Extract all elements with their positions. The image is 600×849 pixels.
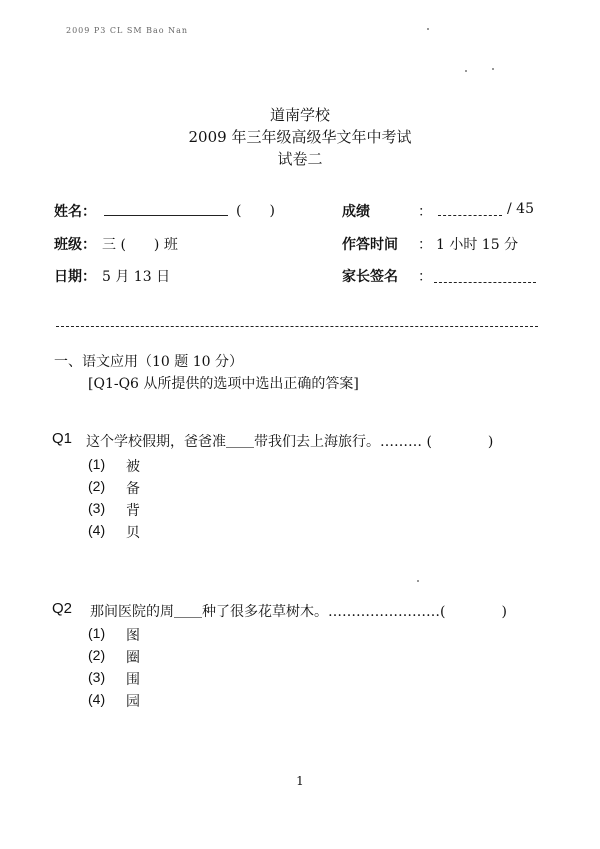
- parent-colon: ：: [418, 269, 432, 285]
- option-text[interactable]: 被: [126, 459, 140, 475]
- option-number: (4): [88, 522, 106, 538]
- question-text: 那间医院的周＿＿种了很多花草树木。……………………( ): [90, 604, 507, 620]
- option-text[interactable]: 圈: [126, 650, 140, 666]
- paper-label: 试卷二: [277, 150, 323, 168]
- option-number: (2): [88, 647, 106, 663]
- scan-speck: [417, 580, 419, 582]
- option-text[interactable]: 贝: [126, 525, 140, 541]
- name-label: 姓名：: [54, 204, 96, 220]
- section-instruction: [Q1-Q6 从所提供的选项中选出正确的答案]: [88, 376, 359, 392]
- question-number: Q2: [52, 600, 73, 617]
- option-number: (3): [88, 669, 106, 685]
- exam-title: 2009 年三年级高级华文年中考试: [188, 128, 412, 146]
- scan-speck: [465, 70, 467, 72]
- score-label: 成绩: [342, 204, 370, 220]
- name-number-paren: ( ): [236, 203, 275, 219]
- question-text: 这个学校假期，爸爸准＿＿带我们去上海旅行。……… ( ): [86, 434, 494, 450]
- option-number: (1): [88, 625, 106, 641]
- name-field[interactable]: [104, 201, 228, 216]
- scan-speck: [492, 68, 494, 70]
- page-number: 1: [296, 774, 304, 788]
- option-text[interactable]: 图: [126, 628, 140, 644]
- score-colon: ：: [418, 204, 432, 220]
- section-heading: 一、语文应用（10 题 10 分）: [54, 354, 243, 370]
- class-value: 三 ( ) 班: [102, 237, 178, 253]
- scan-speck: [427, 28, 429, 30]
- time-colon: ：: [418, 237, 432, 253]
- option-text[interactable]: 围: [126, 672, 140, 688]
- time-label: 作答时间: [342, 237, 398, 253]
- date-value: 5 月 13 日: [102, 269, 171, 285]
- option-number: (2): [88, 478, 106, 494]
- date-label: 日期：: [54, 269, 96, 285]
- school-name: 道南学校: [269, 106, 330, 124]
- parent-signature-label: 家长签名: [342, 269, 398, 285]
- option-text[interactable]: 备: [126, 481, 140, 497]
- option-number: (3): [88, 500, 106, 516]
- section-divider: [56, 326, 538, 327]
- parent-signature-field[interactable]: [434, 268, 536, 283]
- score-field[interactable]: [438, 201, 502, 216]
- scan-header: 2009 P3 CL SM Bao Nan: [66, 26, 189, 35]
- score-total: / 45: [507, 201, 534, 217]
- time-value: 1 小时 15 分: [436, 237, 519, 253]
- option-text[interactable]: 园: [126, 694, 140, 710]
- class-label: 班级：: [54, 237, 96, 253]
- question-number: Q1: [52, 430, 73, 447]
- option-number: (4): [88, 691, 106, 707]
- option-text[interactable]: 背: [126, 503, 140, 519]
- option-number: (1): [88, 456, 106, 472]
